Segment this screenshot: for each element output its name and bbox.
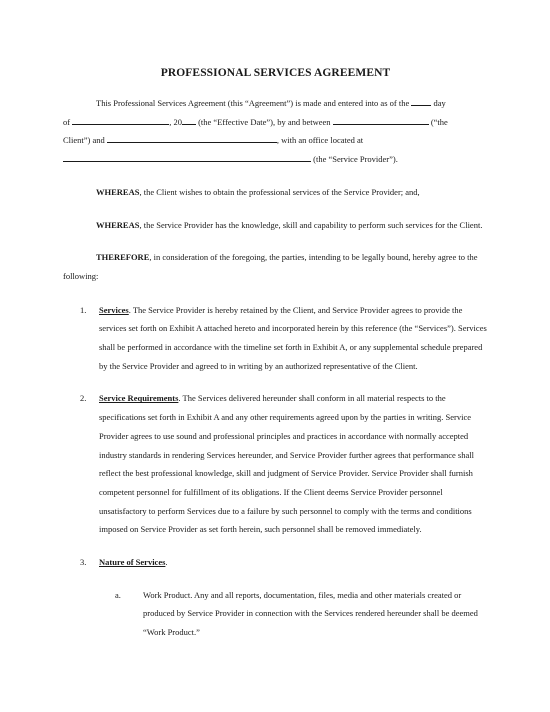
whereas-text: , the Service Provider has the knowledge, skill and capability to perform such services for the Client. xyxy=(139,219,483,230)
client-name-blank[interactable] xyxy=(333,115,429,125)
whereas-clause-1 xyxy=(63,183,488,202)
intro-text: day xyxy=(433,98,446,108)
intro-text: , 20 xyxy=(169,116,182,127)
sections-list xyxy=(63,301,488,572)
intro-text: (the “Service Provider”). xyxy=(313,154,398,165)
whereas-lead: WHEREAS xyxy=(96,219,140,230)
subsection-work-product xyxy=(63,586,488,642)
section-number: 3. xyxy=(80,557,87,568)
whereas-text: , the Client wishes to obtain the professional services of the Service Provider; and, xyxy=(139,186,420,197)
intro-text: of xyxy=(63,116,71,127)
provider-name-blank[interactable] xyxy=(107,133,277,143)
section-heading: Services xyxy=(99,304,129,315)
therefore-text: , in consideration of the foregoing, the parties, intending to be legally bound, hereby agree to the following: xyxy=(63,252,478,281)
section-service-requirements xyxy=(63,389,488,539)
therefore-lead: THEREFORE xyxy=(96,252,150,263)
intro-text: (“the xyxy=(430,116,448,127)
whereas-lead: WHEREAS xyxy=(96,186,140,197)
section-number: 2. xyxy=(80,393,87,404)
day-blank[interactable] xyxy=(411,96,431,106)
section-text: . xyxy=(165,557,168,568)
intro-text: , with an office located at xyxy=(276,135,364,146)
section-heading: Nature of Services xyxy=(99,557,166,568)
intro-text: This Professional Services Agreement (this “Agreement”) is made and entered into as of the xyxy=(96,98,410,108)
section-number: 1. xyxy=(80,304,87,315)
year-blank[interactable] xyxy=(182,115,196,125)
intro-paragraph xyxy=(63,94,488,169)
section-services xyxy=(63,301,488,376)
therefore-clause xyxy=(63,248,488,285)
month-blank[interactable] xyxy=(72,115,169,125)
subsection-marker: a. xyxy=(115,589,121,600)
section-text: . The Service Provider is hereby retained by the Client, and Service Provider agrees to provide the services set forth on Exhibit A attached hereto and incorporated herein by this reference (the “Services”). Services shall be performed in accordance with the timeline set forth in Exhibit A, or any supplemental schedule prepared by the Service Provider and agreed to in writing by an authorized representative of the Client. xyxy=(99,304,487,371)
intro-text: (the “Effective Date”), by and between xyxy=(198,116,331,127)
section-nature-of-services xyxy=(63,553,488,572)
document-title: PROFESSIONAL SERVICES AGREEMENT xyxy=(160,67,391,79)
whereas-clause-2 xyxy=(63,216,488,235)
intro-text: Client”) and xyxy=(63,135,105,146)
section-heading: Service Requirements xyxy=(99,393,179,404)
subsection-text: Work Product. Any and all reports, documentation, files, media and other materials created or produced by Service Provider in connection with the Services rendered hereunder shall be deemed “Work Product.” xyxy=(143,589,478,638)
provider-address-blank[interactable] xyxy=(63,152,311,162)
section-text: . The Services delivered hereunder shall conform in all material respects to the specifications set forth in Exhibit A and any other requirements agreed upon by the parties in writing. Service Provider agrees to use sound and professional principles and practices in accordance with normally accepted industry standards in rendering Services hereunder, and Service Provider further agrees that performance shall reflect the best professional knowledge, skill and judgment of Service Provider. Service Provider shall furnish competent personnel for fulfillment of its obligations. If the Client deems Service Provider personnel unsatisfactory to perform Services due to a failure by such personnel to comply with the terms and conditions imposed on Service Provider as set forth herein, such personnel shall be removed immediately. xyxy=(99,393,474,535)
